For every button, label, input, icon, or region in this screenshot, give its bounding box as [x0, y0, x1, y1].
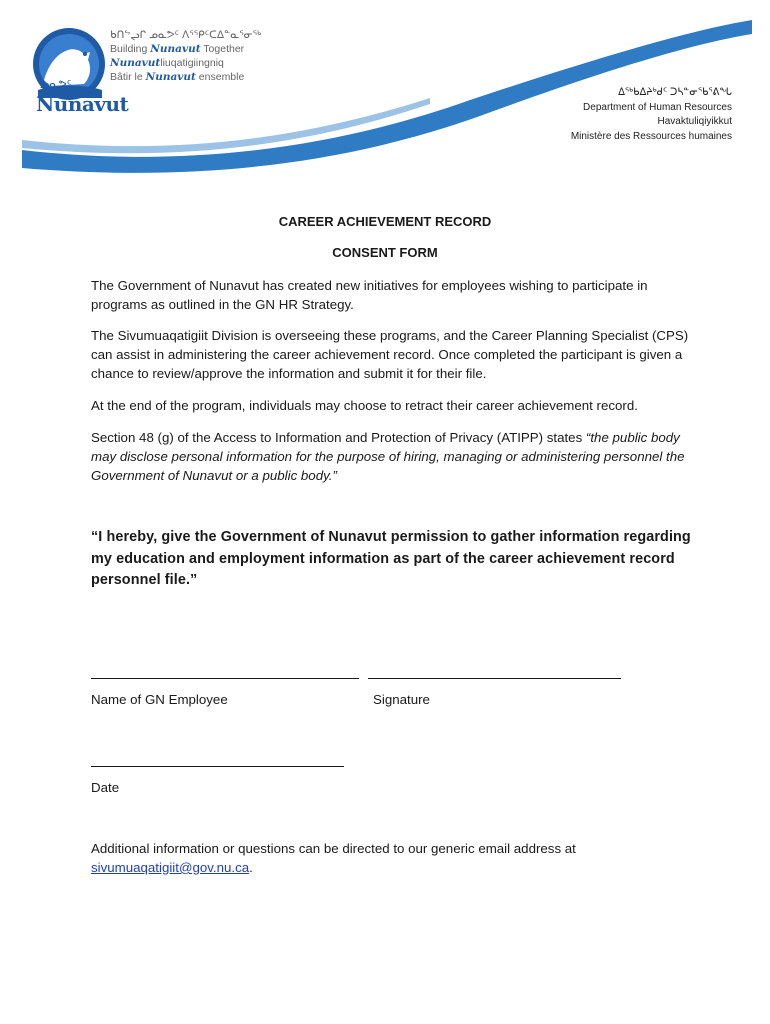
slogan-syllabics: ᑲᑎᖦᖢᒋ ᓄᓇᕗᑦ ᐱᕐᕿᑦᑕᐃᓐᓇᕐᓂᖅ: [110, 29, 262, 41]
logo-wordmark: Nunavut: [36, 92, 129, 116]
slogan-inuinnaqtun: Nunavutliuqatigiingniq: [110, 57, 224, 69]
division-paragraph: The Sivumuaqatigiit Division is overseeing these programs, and the Career Planning Specialist (CPS) can assist in administering the career achievement record. Once completed the participant is given a chance to review/approve the information and submit it for their file.: [91, 328, 689, 381]
logo-syllabics: ᓄᓇᕗᑦ: [40, 79, 72, 91]
date-label: Date: [91, 780, 120, 795]
date-line[interactable]: [91, 766, 344, 767]
slogan-french: Bâtir le Nunavut ensemble: [110, 71, 245, 83]
department-block: [571, 86, 732, 144]
employee-name-line[interactable]: [91, 678, 359, 679]
employee-name-label: Name of GN Employee: [91, 692, 228, 707]
intro-paragraph: The Government of Nunavut has created new initiatives for employees wishing to participate in programs as outlined in the GN HR Strategy.: [91, 278, 648, 312]
atipp-paragraph: Section 48 (g) of the Access to Information and Protection of Privacy (ATIPP) states “the public body may disclose personal information for the purpose of hiring, managing or administering personnel the Government of Nunavut or a public body.”: [91, 430, 685, 483]
atipp-quote: “the public body may disclose personal information for the purpose of hiring, managing or administering personnel the Government of Nunavut or a public body.”: [91, 430, 685, 483]
signature-label: Signature: [373, 692, 430, 707]
department-french: Ministère des Ressources humaines: [570, 130, 732, 142]
department-syllabics: ᐃᖅᑲᐃᔨᒃᑯᑦ ᑐᓴᓐᓂᖃᕐᕕᖓ: [618, 87, 732, 98]
signature-line[interactable]: [368, 678, 621, 679]
government-slogan: [110, 28, 261, 84]
department-english: Department of Human Resources: [583, 101, 732, 113]
consent-statement: “I hereby, give the Government of Nunavut permission to gather information regarding my education and employment information as part of the career achievement record personnel file.”: [91, 529, 691, 588]
contact-note: Additional information or questions can be directed to our generic email address at sivumuaqatigiit@gov.nu.ca.: [91, 841, 576, 875]
document-subtitle: CONSENT FORM: [332, 245, 438, 260]
retraction-paragraph: At the end of the program, individuals may choose to retract their career achievement record.: [91, 398, 638, 413]
contact-email-link[interactable]: sivumuaqatigiit@gov.nu.ca: [91, 860, 250, 875]
document-title: CAREER ACHIEVEMENT RECORD: [278, 214, 492, 229]
department-inuinnaqtun: Havaktuliqiyikkut: [657, 116, 732, 127]
slogan-english: Building Nunavut Together: [110, 43, 245, 55]
letterhead: [0, 0, 770, 180]
